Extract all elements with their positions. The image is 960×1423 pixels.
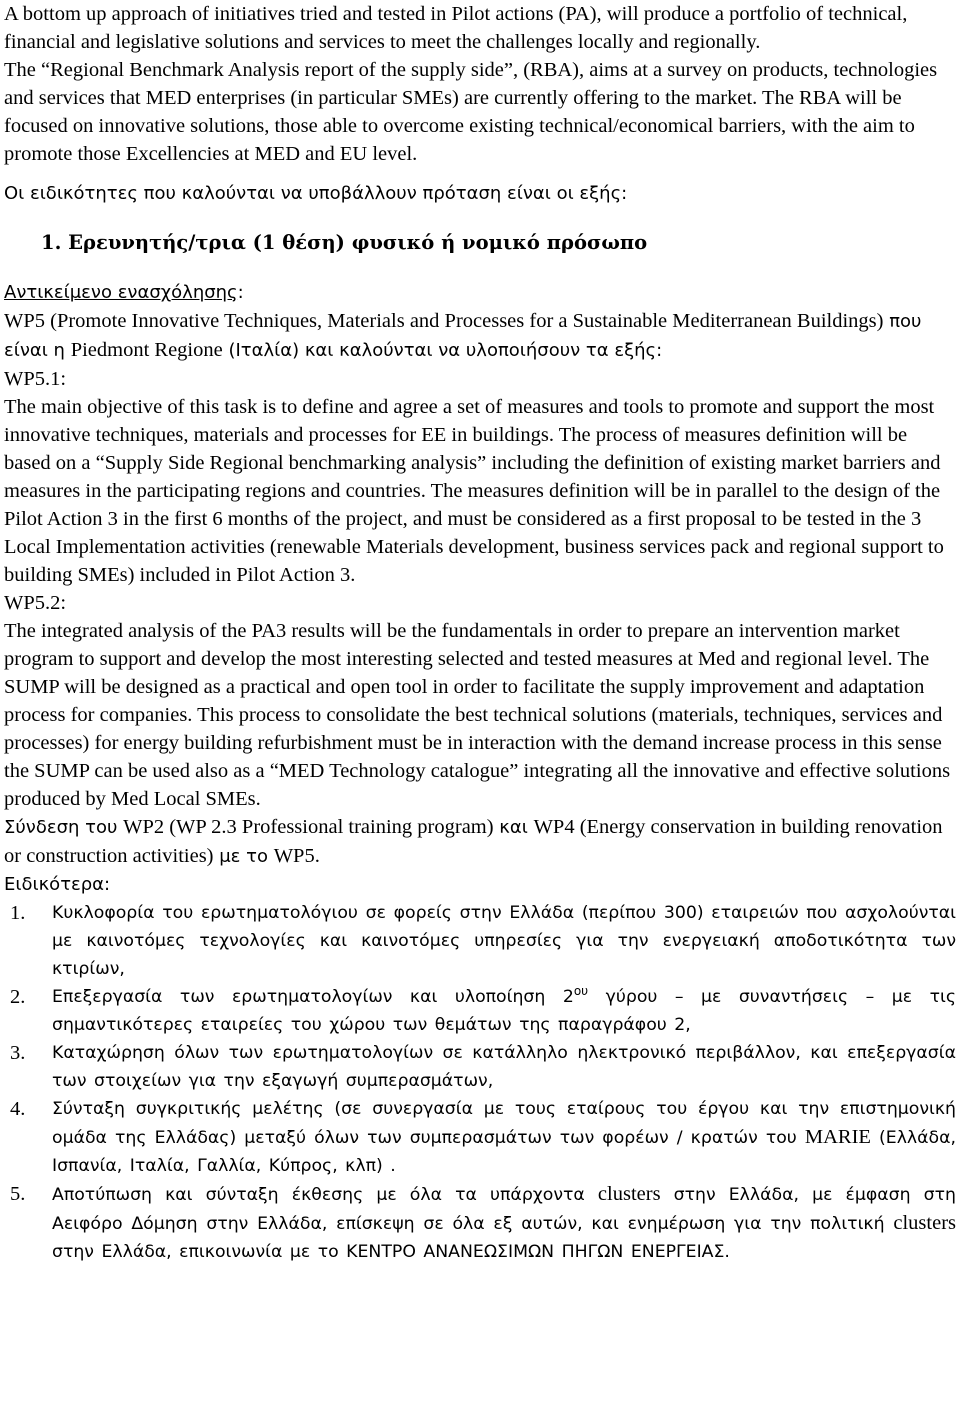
task-number: 5. — [10, 1183, 26, 1205]
task-item-2 — [4, 983, 956, 1039]
subject-colon: : — [237, 282, 244, 303]
link-gr-1: Σύνδεση του — [4, 817, 124, 838]
task-text-end: στην Ελλάδα, επικοινωνία με το ΚΕΝΤΡΟ ΑΝΑΝΕΩΣΙΜΩΝ ΠΗΓΩΝ ΕΝΕΡΓΕΙΑΣ. — [52, 1242, 730, 1262]
intro-paragraph-2: The “Regional Benchmark Analysis report of the supply side”, (RBA), aims at a survey on products, technologies and services that MED enterprises (in particular SMEs) are currently offering to the market. The RBA will be focused on innovative solutions, those able to overcome existing technical/economical barriers, with the aim to promote those Excellencies at MED and EU level. — [4, 59, 938, 165]
task-list — [4, 899, 956, 1266]
task-number: 1. — [10, 902, 26, 924]
task-item-4 — [4, 1095, 956, 1180]
subject-label-line — [4, 278, 956, 307]
wp5-intro-en: WP5 (Promote Innovative Techniques, Materials and Processes for a Sustainable Mediterranean Buildings) — [4, 310, 884, 332]
task-ordinal-suffix: ου — [573, 984, 589, 999]
task-text-mid: στην Ελλάδα, με έμφαση στη Αειφόρο Δόμηση στην Ελλάδα, επίσκεψη σε όλα εξ αυτών, και ενημέρωση για την πολιτική — [52, 1185, 956, 1234]
task-term-clusters-2: clusters — [893, 1212, 956, 1234]
specifically-label: Ειδικότερα: — [4, 874, 111, 895]
task-item-1 — [4, 899, 956, 983]
wp51-label: WP5.1: — [4, 368, 67, 390]
link-gr-2: και — [493, 817, 534, 838]
link-en-2: WP4 (Energy conservation in building renovation or construction activities) — [4, 816, 943, 867]
task-text-continued: γύρου – με συναντήσεις – με τις σημαντικότερες εταιρείες του χώρου των θεμάτων της παραγράφου 2, — [52, 987, 956, 1035]
subject-label: Αντικείμενο ενασχόλησης — [4, 282, 238, 303]
task-number: 4. — [10, 1098, 26, 1120]
wp52-text: The integrated analysis of the PA3 results will be the fundamentals in order to prepare an intervention market program to support and develop the most interesting selected and tested measures at Med and regional level. The SUMP will be designed as a practical and open tool in order to facilitate the supply improvement and adaptation process for companies. This process to consolidate the best technical solutions (materials, techniques, services and processes) for energy building refurbishment must be in interaction with the demand increase process in this sense the SUMP can be used also as a “MED Technology catalogue” integrating all the innovative and effective solutions produced by Med Local SMEs. — [4, 620, 951, 810]
wp5-intro — [4, 307, 956, 365]
task-item-3 — [4, 1039, 956, 1095]
task-text: Καταχώρηση όλων των ερωτηματολογίων σε κατάλληλο ηλεκτρονικό περιβάλλον, και επεξεργασία των στοιχείων για την εξαγωγή συμπερασμάτων, — [52, 1043, 956, 1091]
wp5-intro-gr-2: (Ιταλία) και καλούνται να υλοποιήσουν τα εξής: — [222, 340, 663, 361]
specialties-intro: Οι ειδικότητες που καλούνται να υποβάλλουν πρόταση είναι οι εξής: — [4, 183, 628, 204]
wp5-intro-gr-1: που είναι η — [4, 311, 922, 361]
task-item-5 — [4, 1180, 956, 1266]
wp52-label: WP5.2: — [4, 592, 67, 614]
position-heading: 1. Ερευνητής/τρια (1 θέση) φυσικό ή νομικό πρόσωπο — [41, 231, 648, 254]
link-paragraph — [4, 813, 956, 871]
wp51-text: The main objective of this task is to define and agree a set of measures and tools to promote and support the most innovative techniques, materials and processes for EE in buildings. The process of measures definition will be based on a “Supply Side Regional benchmarking analysis” including the definition of existing market barriers and measures in the participating regions and countries. The measures definition will be in parallel to the design of the Pilot Action 3 in the first 6 months of the project, and must be considered as a first proposal to be tested in the 3 Local Implementation activities (renewable Materials development, business services pack and regional support to building SMEs) included in Pilot Action 3. — [4, 396, 944, 586]
link-en-3: WP5. — [273, 845, 320, 867]
task-text-end: (Ελλάδα, Ισπανία, Ιταλία, Γαλλία, Κύπρος, κλπ) . — [52, 1128, 956, 1176]
wp5-intro-region: Piedmont Regione — [70, 339, 223, 361]
task-project-name: MARIE — [804, 1126, 871, 1148]
link-en-1: WP2 (WP 2.3 Professional training program) — [123, 816, 494, 838]
link-gr-3: με το — [213, 846, 274, 867]
task-number: 2. — [10, 986, 26, 1008]
task-text: Σύνταξη συγκριτικής μελέτης (σε συνεργασία με τους εταίρους του έργου και την επιστημονική ομάδα της Ελλάδας) μεταξύ όλων των συμπερασμάτων των φορέων / κρατών του — [52, 1099, 956, 1148]
task-number: 3. — [10, 1042, 26, 1064]
task-term-clusters: clusters — [597, 1183, 661, 1205]
task-text: Κυκλοφορία του ερωτηματολόγιου σε φορείς στην Ελλάδα (περίπου 300) εταιρειών που ασχολούνται με καινοτόμες τεχνολογίες και καινοτόμες υπηρεσίες για την ενεργειακή αποδοτικότητα των κτιρίων, — [52, 903, 956, 979]
task-text: Αποτύπωση και σύνταξη έκθεσης με όλα τα υπάρχοντα — [52, 1185, 598, 1205]
intro-paragraph-1: A bottom up approach of initiatives tried and tested in Pilot actions (PA), will produce a portfolio of technical, financial and legislative solutions and services to meet the challenges locally and regionally. — [4, 3, 908, 53]
task-text: Επεξεργασία των ερωτηματολογίων και υλοποίηση 2 — [52, 987, 574, 1007]
